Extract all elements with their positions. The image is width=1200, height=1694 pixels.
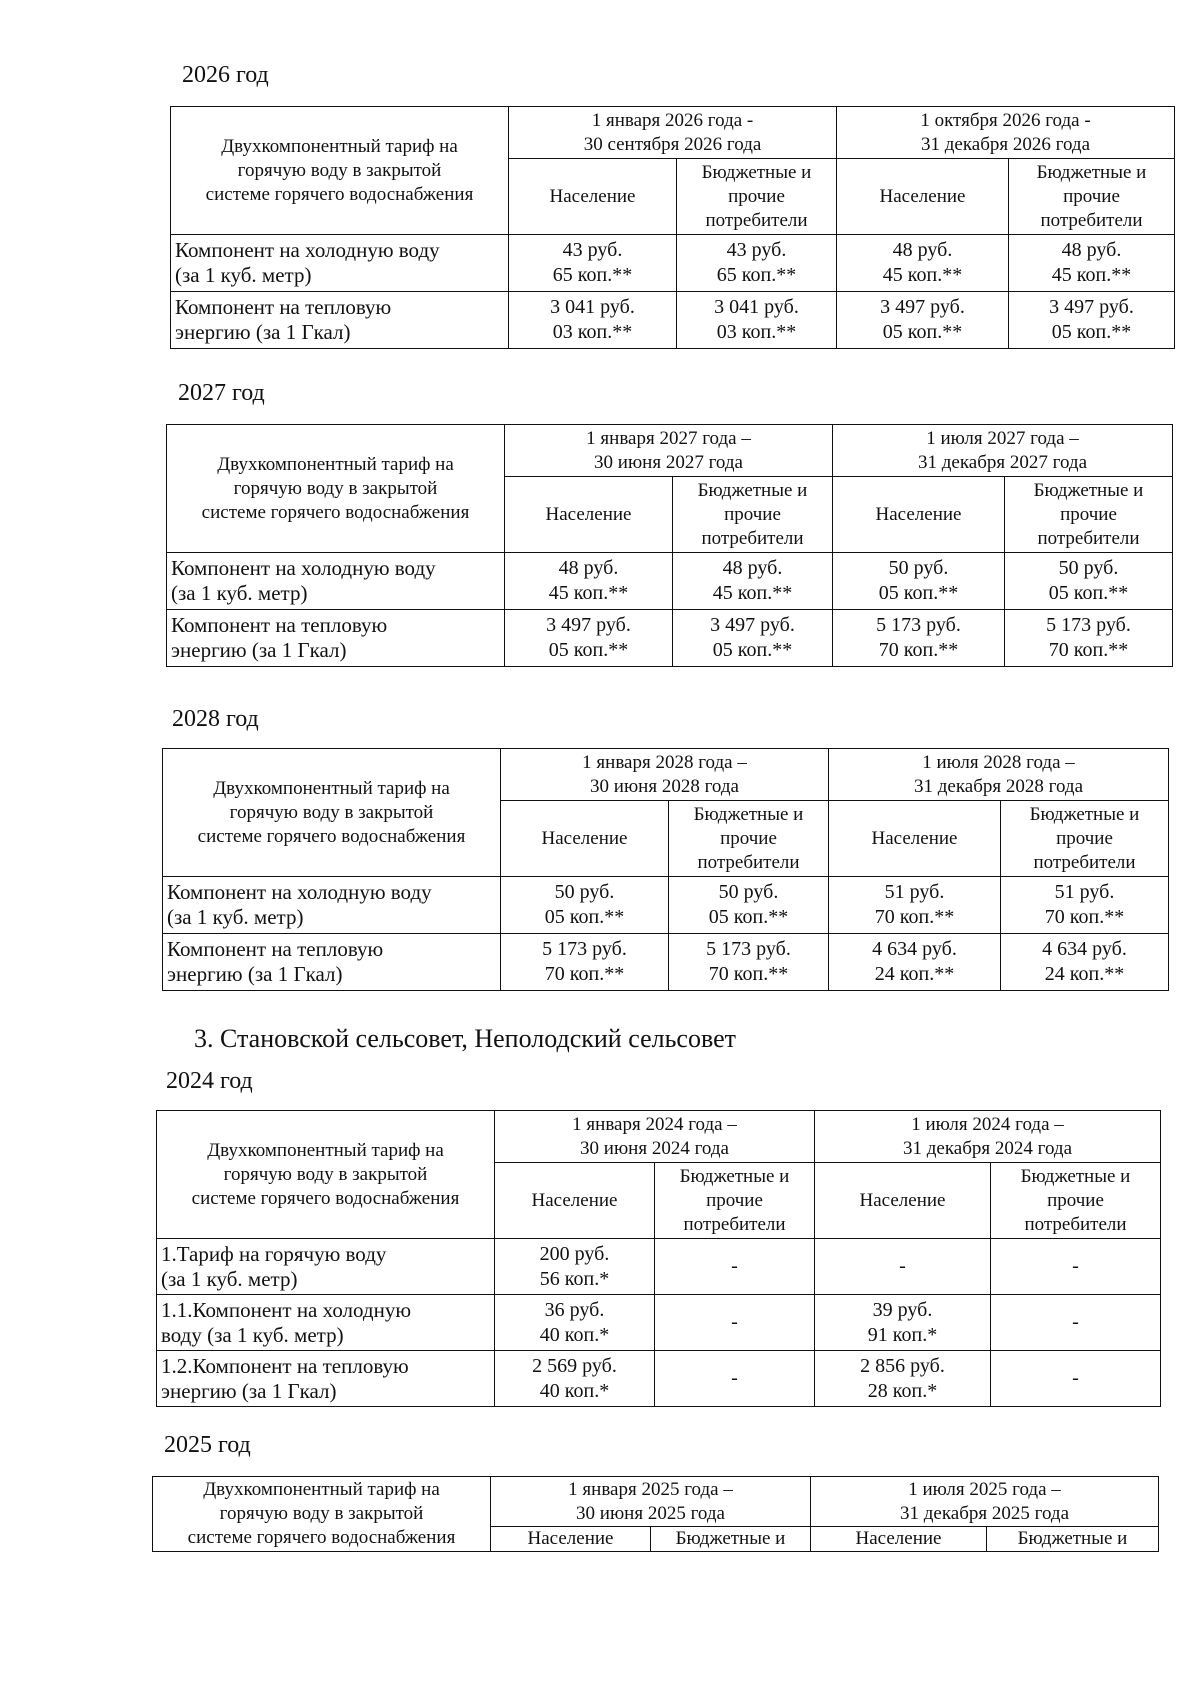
tariff-value: 48 руб. 45 коп.**: [673, 553, 833, 610]
row-label: Компонент на тепловую энергию (за 1 Гкал): [163, 934, 501, 991]
tariff-value-empty: -: [991, 1295, 1161, 1351]
tariff-table-2026: [170, 106, 1175, 349]
row-label: Компонент на тепловую энергию (за 1 Гкал): [171, 292, 509, 349]
tariff-value: 3 497 руб. 05 коп.**: [837, 292, 1009, 349]
tariff-value: 3 497 руб. 05 коп.**: [1009, 292, 1175, 349]
tariff-value: 3 041 руб. 03 коп.**: [677, 292, 837, 349]
row-label: 1.1.Компонент на холодную воду (за 1 куб. метр): [157, 1295, 495, 1351]
column-header-budget: Бюджетные и прочие потребители: [673, 477, 833, 553]
section-heading: 3. Становской сельсовет, Неполодский сельсовет: [194, 1024, 737, 1053]
column-header-population: Население: [491, 1527, 651, 1552]
row-label: Компонент на холодную воду (за 1 куб. метр): [167, 553, 505, 610]
tariff-value-empty: -: [991, 1351, 1161, 1407]
row-label: Компонент на холодную воду (за 1 куб. метр): [163, 877, 501, 934]
tariff-value: 3 497 руб. 05 коп.**: [505, 610, 673, 667]
year-heading-2026: 2026 год: [182, 62, 269, 88]
column-header-population: Население: [837, 159, 1009, 235]
tariff-value-empty: -: [655, 1295, 815, 1351]
tariff-value: 5 173 руб. 70 коп.**: [833, 610, 1005, 667]
column-header-population: Население: [505, 477, 673, 553]
column-header-budget: Бюджетные и прочие потребители: [991, 1163, 1161, 1239]
tariff-value: 48 руб. 45 коп.**: [1009, 235, 1175, 292]
column-header-budget: Бюджетные и прочие потребители: [669, 801, 829, 877]
year-heading-2025: 2025 год: [164, 1432, 251, 1458]
tariff-value: 5 173 руб. 70 коп.**: [1005, 610, 1173, 667]
tariff-value: 43 руб. 65 коп.**: [677, 235, 837, 292]
period-header-1: 1 января 2028 года – 30 июня 2028 года: [501, 749, 829, 801]
period-header-1: 1 января 2026 года - 30 сентября 2026 года: [509, 107, 837, 159]
tariff-table-2025: [152, 1476, 1159, 1552]
period-header-1: 1 января 2024 года – 30 июня 2024 года: [495, 1111, 815, 1163]
tariff-value: 51 руб. 70 коп.**: [1001, 877, 1169, 934]
tariff-value: 43 руб. 65 коп.**: [509, 235, 677, 292]
tariff-value: 2 856 руб. 28 коп.*: [815, 1351, 991, 1407]
tariff-value: 36 руб. 40 коп.*: [495, 1295, 655, 1351]
tariff-value: 4 634 руб. 24 коп.**: [1001, 934, 1169, 991]
column-header-population: Население: [495, 1163, 655, 1239]
table-row: [171, 235, 1175, 292]
period-header-2: 1 июля 2027 года – 31 декабря 2027 года: [833, 425, 1173, 477]
column-header-budget: Бюджетные и прочие потребители: [1001, 801, 1169, 877]
tariff-value-empty: -: [655, 1239, 815, 1295]
column-header-population: Население: [509, 159, 677, 235]
table-row: [157, 1239, 1161, 1295]
row-label: 1.Тариф на горячую воду (за 1 куб. метр): [157, 1239, 495, 1295]
tariff-value: 5 173 руб. 70 коп.**: [669, 934, 829, 991]
table-row: [163, 934, 1169, 991]
tariff-table-2028: [162, 748, 1169, 991]
column-header-budget: Бюджетные и: [651, 1527, 811, 1552]
table-caption: Двухкомпонентный тариф на горячую воду в закрытой системе горячего водоснабжения: [157, 1111, 495, 1239]
tariff-value: 2 569 руб. 40 коп.*: [495, 1351, 655, 1407]
row-label: Компонент на холодную воду (за 1 куб. метр): [171, 235, 509, 292]
table-row: [163, 877, 1169, 934]
table-caption: Двухкомпонентный тариф на горячую воду в закрытой системе горячего водоснабжения: [171, 107, 509, 235]
tariff-value: 50 руб. 05 коп.**: [833, 553, 1005, 610]
table-row: [171, 292, 1175, 349]
column-header-population: Население: [501, 801, 669, 877]
table-row: [157, 1351, 1161, 1407]
table-row: [167, 553, 1173, 610]
column-header-budget: Бюджетные и: [987, 1527, 1159, 1552]
year-heading-2028: 2028 год: [172, 706, 259, 732]
table-row: [167, 610, 1173, 667]
column-header-budget: Бюджетные и прочие потребители: [677, 159, 837, 235]
tariff-value: 51 руб. 70 коп.**: [829, 877, 1001, 934]
row-label: Компонент на тепловую энергию (за 1 Гкал): [167, 610, 505, 667]
table-caption: Двухкомпонентный тариф на горячую воду в закрытой системе горячего водоснабжения: [153, 1477, 491, 1552]
tariff-value: 48 руб. 45 коп.**: [837, 235, 1009, 292]
table-caption: Двухкомпонентный тариф на горячую воду в закрытой системе горячего водоснабжения: [163, 749, 501, 877]
period-header-1: 1 января 2027 года – 30 июня 2027 года: [505, 425, 833, 477]
period-header-1: 1 января 2025 года – 30 июня 2025 года: [491, 1477, 811, 1527]
column-header-budget: Бюджетные и прочие потребители: [1005, 477, 1173, 553]
tariff-value-empty: -: [815, 1239, 991, 1295]
tariff-value: 4 634 руб. 24 коп.**: [829, 934, 1001, 991]
row-label: 1.2.Компонент на тепловую энергию (за 1 Гкал): [157, 1351, 495, 1407]
year-heading-2027: 2027 год: [178, 380, 265, 406]
period-header-2: 1 июля 2028 года – 31 декабря 2028 года: [829, 749, 1169, 801]
tariff-value: 50 руб. 05 коп.**: [669, 877, 829, 934]
tariff-table-2027: [166, 424, 1173, 667]
tariff-value-empty: -: [991, 1239, 1161, 1295]
table-caption: Двухкомпонентный тариф на горячую воду в закрытой системе горячего водоснабжения: [167, 425, 505, 553]
column-header-population: Население: [833, 477, 1005, 553]
tariff-value: 5 173 руб. 70 коп.**: [501, 934, 669, 991]
column-header-population: Население: [815, 1163, 991, 1239]
tariff-value: 3 497 руб. 05 коп.**: [673, 610, 833, 667]
tariff-table-2024: [156, 1110, 1161, 1407]
tariff-value: 39 руб. 91 коп.*: [815, 1295, 991, 1351]
tariff-value: 3 041 руб. 03 коп.**: [509, 292, 677, 349]
table-row: [157, 1295, 1161, 1351]
column-header-population: Население: [829, 801, 1001, 877]
tariff-value-empty: -: [655, 1351, 815, 1407]
tariff-value: 200 руб. 56 коп.*: [495, 1239, 655, 1295]
column-header-population: Население: [811, 1527, 987, 1552]
tariff-value: 48 руб. 45 коп.**: [505, 553, 673, 610]
tariff-value: 50 руб. 05 коп.**: [1005, 553, 1173, 610]
column-header-budget: Бюджетные и прочие потребители: [655, 1163, 815, 1239]
period-header-2: 1 июля 2024 года – 31 декабря 2024 года: [815, 1111, 1161, 1163]
period-header-2: 1 июля 2025 года – 31 декабря 2025 года: [811, 1477, 1159, 1527]
tariff-value: 50 руб. 05 коп.**: [501, 877, 669, 934]
column-header-budget: Бюджетные и прочие потребители: [1009, 159, 1175, 235]
year-heading-2024: 2024 год: [166, 1068, 253, 1094]
period-header-2: 1 октября 2026 года - 31 декабря 2026 года: [837, 107, 1175, 159]
